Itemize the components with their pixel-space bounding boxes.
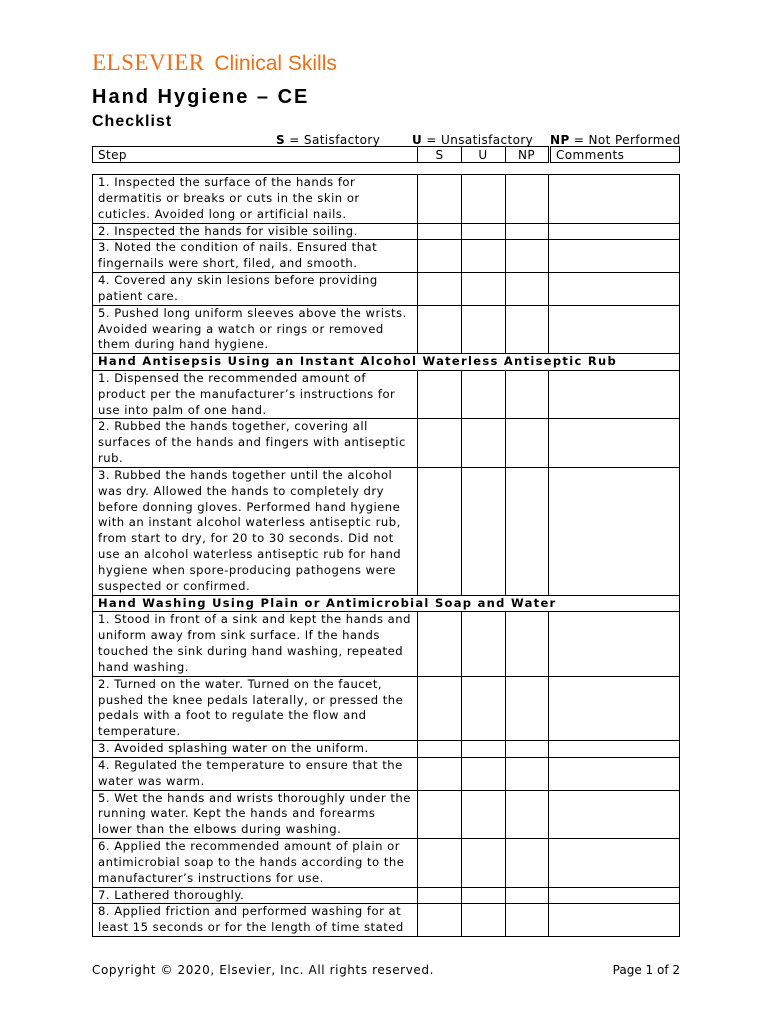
column-header-step: Step — [92, 146, 418, 163]
s-checkbox[interactable] — [418, 468, 462, 595]
s-checkbox[interactable] — [418, 888, 462, 904]
s-checkbox[interactable] — [418, 677, 462, 740]
step-text: 4. Regulated the temperature to ensure that the water was warm. — [93, 758, 418, 790]
u-checkbox[interactable] — [462, 468, 506, 595]
column-header-row — [92, 146, 680, 164]
np-checkbox[interactable] — [506, 240, 549, 272]
legend-u-text: = Unsatisfactory — [422, 133, 534, 147]
np-checkbox[interactable] — [506, 839, 549, 887]
comments-cell[interactable] — [549, 904, 679, 936]
footer-page-number: Page 1 of 2 — [612, 963, 680, 977]
section-heading-hand-washing: Hand Washing Using Plain or Antimicrobial Soap and Water — [93, 595, 679, 612]
step-text: 5. Pushed long uniform sleeves above the wrists. Avoided wearing a watch or rings or removed them during hand hygiene. — [93, 306, 418, 354]
step-text: 1. Dispensed the recommended amount of product per the manufacturer’s instructions for use into palm of one hand. — [93, 371, 418, 419]
np-checkbox[interactable] — [506, 758, 549, 790]
comments-cell[interactable] — [549, 791, 679, 839]
s-checkbox[interactable] — [418, 612, 462, 675]
product-name: Clinical Skills — [214, 52, 337, 75]
np-checkbox[interactable] — [506, 175, 549, 223]
step-text: 2. Rubbed the hands together, covering all surfaces of the hands and fingers with antiseptic rub. — [93, 419, 418, 467]
step-text: 6. Applied the recommended amount of plain or antimicrobial soap to the hands according to the manufacturer’s instructions for use. — [93, 839, 418, 887]
comments-cell[interactable] — [549, 240, 679, 272]
table-row — [93, 305, 679, 354]
table-row — [93, 467, 679, 595]
u-checkbox[interactable] — [462, 224, 506, 240]
comments-cell[interactable] — [549, 419, 679, 467]
np-checkbox[interactable] — [506, 888, 549, 904]
s-checkbox[interactable] — [418, 419, 462, 467]
np-checkbox[interactable] — [506, 419, 549, 467]
np-checkbox[interactable] — [506, 273, 549, 305]
legend-s-text: = Satisfactory — [285, 133, 381, 147]
table-row — [93, 838, 679, 887]
legend-unsatisfactory — [412, 133, 533, 147]
s-checkbox[interactable] — [418, 371, 462, 419]
comments-cell[interactable] — [549, 273, 679, 305]
table-row — [93, 611, 679, 675]
elsevier-logo — [92, 50, 337, 76]
legend-np-key: NP — [550, 133, 570, 147]
np-checkbox[interactable] — [506, 677, 549, 740]
step-text: 3. Avoided splashing water on the uniform. — [93, 741, 418, 757]
table-row — [93, 676, 679, 740]
s-checkbox[interactable] — [418, 240, 462, 272]
u-checkbox[interactable] — [462, 904, 506, 936]
footer-copyright: Copyright © 2020, Elsevier, Inc. All rights reserved. — [92, 963, 435, 977]
legend-satisfactory — [276, 133, 380, 147]
step-text: 5. Wet the hands and wrists thoroughly under the running water. Kept the hands and forearms lower than the elbows during washing. — [93, 791, 418, 839]
u-checkbox[interactable] — [462, 273, 506, 305]
column-header-np: NP — [505, 146, 549, 163]
page-title: Hand Hygiene – CE — [92, 86, 310, 108]
column-header-u: U — [461, 146, 506, 163]
step-text: 2. Turned on the water. Turned on the faucet, pushed the knee pedals laterally, or pressed the pedals with a foot to regulate the flow and temperature. — [93, 677, 418, 740]
s-checkbox[interactable] — [418, 758, 462, 790]
table-row — [93, 887, 679, 904]
table-row — [93, 239, 679, 272]
np-checkbox[interactable] — [506, 468, 549, 595]
np-checkbox[interactable] — [506, 371, 549, 419]
table-row — [93, 757, 679, 790]
s-checkbox[interactable] — [418, 306, 462, 354]
step-text: 3. Rubbed the hands together until the alcohol was dry. Allowed the hands to completely dry before donning gloves. Performed hand hygiene with an instant alcohol waterless antiseptic rub, from start to dry, for 20 to 30 seconds. Did not use an alcohol waterless antiseptic rub for hand hygiene when spore-producing pathogens were suspected or confirmed. — [93, 468, 418, 595]
np-checkbox[interactable] — [506, 741, 549, 757]
step-text: 2. Inspected the hands for visible soiling. — [93, 224, 418, 240]
table-row — [93, 175, 679, 223]
comments-cell[interactable] — [549, 741, 679, 757]
brand-name: ELSEVIER — [92, 50, 205, 75]
s-checkbox[interactable] — [418, 273, 462, 305]
section-heading-antisepsis: Hand Antisepsis Using an Instant Alcohol Waterless Antiseptic Rub — [93, 353, 679, 370]
legend-s-key: S — [276, 133, 286, 147]
u-checkbox[interactable] — [462, 741, 506, 757]
comments-cell[interactable] — [549, 224, 679, 240]
comments-cell[interactable] — [549, 758, 679, 790]
table-row — [93, 418, 679, 467]
np-checkbox[interactable] — [506, 791, 549, 839]
checklist-table — [92, 174, 680, 937]
s-checkbox[interactable] — [418, 741, 462, 757]
np-checkbox[interactable] — [506, 224, 549, 240]
s-checkbox[interactable] — [418, 904, 462, 936]
step-text: 3. Noted the condition of nails. Ensured that fingernails were short, filed, and smooth. — [93, 240, 418, 272]
comments-cell[interactable] — [549, 175, 679, 223]
comments-cell[interactable] — [549, 468, 679, 595]
step-text: 4. Covered any skin lesions before providing patient care. — [93, 273, 418, 305]
u-checkbox[interactable] — [462, 306, 506, 354]
page-subtitle: Checklist — [92, 113, 173, 130]
table-row — [93, 272, 679, 305]
table-row — [93, 223, 679, 240]
np-checkbox[interactable] — [506, 306, 549, 354]
s-checkbox[interactable] — [418, 175, 462, 223]
u-checkbox[interactable] — [462, 175, 506, 223]
s-checkbox[interactable] — [418, 791, 462, 839]
column-header-s: S — [417, 146, 462, 163]
comments-cell[interactable] — [549, 612, 679, 675]
table-row — [93, 903, 679, 936]
s-checkbox[interactable] — [418, 839, 462, 887]
u-checkbox[interactable] — [462, 758, 506, 790]
u-checkbox[interactable] — [462, 791, 506, 839]
table-row — [93, 740, 679, 757]
table-row — [93, 370, 679, 419]
column-header-comments: Comments — [550, 146, 680, 163]
legend-not-performed — [550, 133, 681, 147]
step-text: 7. Lathered thoroughly. — [93, 888, 418, 904]
comments-cell[interactable] — [549, 306, 679, 354]
u-checkbox[interactable] — [462, 839, 506, 887]
step-text: 8. Applied friction and performed washing for at least 15 seconds or for the length of time stated — [93, 904, 418, 936]
table-row — [93, 790, 679, 839]
step-text: 1. Inspected the surface of the hands for dermatitis or breaks or cuts in the skin or cuticles. Avoided long or artificial nails. — [93, 175, 418, 223]
legend-np-text: = Not Performed — [569, 133, 681, 147]
comments-cell[interactable] — [549, 839, 679, 887]
step-text: 1. Stood in front of a sink and kept the hands and uniform away from sink surface. If the hands touched the sink during hand washing, repeated hand washing. — [93, 612, 418, 675]
comments-cell[interactable] — [549, 888, 679, 904]
u-checkbox[interactable] — [462, 240, 506, 272]
np-checkbox[interactable] — [506, 612, 549, 675]
u-checkbox[interactable] — [462, 371, 506, 419]
u-checkbox[interactable] — [462, 888, 506, 904]
np-checkbox[interactable] — [506, 904, 549, 936]
s-checkbox[interactable] — [418, 224, 462, 240]
comments-cell[interactable] — [549, 371, 679, 419]
u-checkbox[interactable] — [462, 677, 506, 740]
u-checkbox[interactable] — [462, 419, 506, 467]
legend-u-key: U — [412, 133, 423, 147]
u-checkbox[interactable] — [462, 612, 506, 675]
comments-cell[interactable] — [549, 677, 679, 740]
